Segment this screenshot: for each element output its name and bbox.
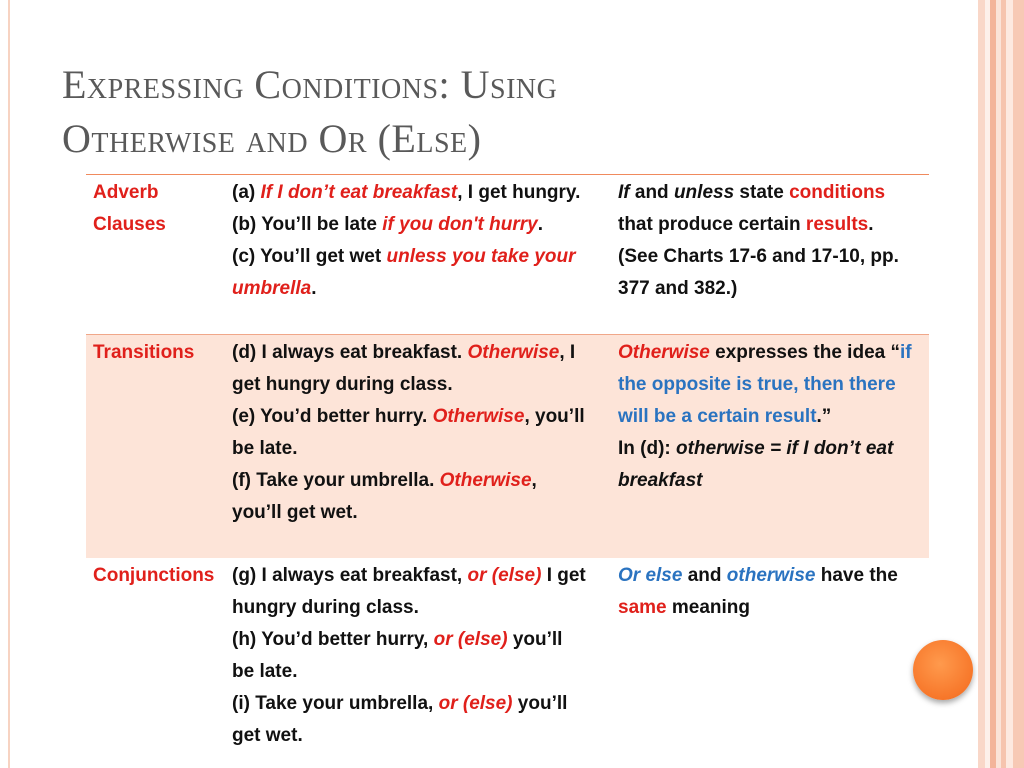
text-segment: have the <box>815 565 898 586</box>
text-segment: if <box>899 342 912 363</box>
text-segment: Otherwise <box>439 470 532 491</box>
text-line <box>618 560 923 592</box>
text-segment: (i) Take your umbrella, <box>232 693 439 714</box>
text-line <box>232 656 612 688</box>
text-line <box>232 433 612 465</box>
text-line <box>232 337 612 369</box>
table-row-transitions <box>86 334 929 559</box>
text-segment: unless you take your <box>386 246 576 267</box>
left-decor-line <box>8 0 10 768</box>
text-segment: be late. <box>232 661 298 682</box>
text-line <box>232 560 612 592</box>
text-segment: (f) Take your umbrella. <box>232 470 440 491</box>
text-segment: will be a certain result <box>618 406 817 427</box>
text-segment: you’ll <box>507 629 563 650</box>
text-segment: that produce certain <box>618 214 806 235</box>
text-segment: you’ll get wet. <box>232 502 358 523</box>
right-decor-stripe <box>978 0 985 768</box>
category-label: Transitions <box>93 342 195 363</box>
text-line <box>232 497 612 529</box>
text-line <box>232 177 612 209</box>
category-label: Clauses <box>93 214 166 235</box>
right-decor-stripe <box>1013 0 1024 768</box>
text-segment: , you’ll <box>524 406 585 427</box>
text-line <box>232 369 612 401</box>
text-segment: Otherwise <box>618 342 710 363</box>
text-segment: In (d): <box>618 438 677 459</box>
text-segment: (d) I always eat breakfast. <box>232 342 468 363</box>
text-segment: hungry during class. <box>232 597 419 618</box>
slide-title-line-2: Otherwise and Or (Else) <box>62 116 482 161</box>
text-segment: umbrella <box>232 278 312 299</box>
examples-cell <box>232 560 612 752</box>
text-segment: , I get hungry. <box>457 182 581 203</box>
text-segment: I get <box>541 565 586 586</box>
text-segment: 377 and 382.) <box>618 278 738 299</box>
text-line <box>232 720 612 752</box>
explanation-cell <box>618 337 923 497</box>
text-line <box>232 401 612 433</box>
text-segment: or (else) <box>433 629 508 650</box>
text-segment: same <box>618 597 667 618</box>
text-segment: otherwise = if I don’t eat <box>676 438 894 459</box>
text-line <box>618 401 923 433</box>
table-row-adverb-clauses <box>86 175 929 333</box>
text-line <box>232 592 612 624</box>
text-segment: or (else) <box>467 565 542 586</box>
text-segment: you’ll <box>512 693 568 714</box>
text-line <box>618 177 923 209</box>
slide-title-line-1: Expressing Conditions: Using <box>62 62 558 107</box>
text-segment: (h) You’d better hurry, <box>232 629 434 650</box>
category-cell <box>93 337 228 369</box>
text-segment: get wet. <box>232 725 303 746</box>
text-segment: , I <box>559 342 576 363</box>
text-segment: (c) You’ll get wet <box>232 246 387 267</box>
right-decor-stripe <box>1006 0 1013 768</box>
text-segment: conditions <box>789 182 886 203</box>
text-segment: If <box>618 182 630 203</box>
text-segment: (g) I always eat breakfast, <box>232 565 468 586</box>
text-line <box>232 273 612 305</box>
examples-cell <box>232 177 612 305</box>
text-line <box>232 688 612 720</box>
text-line <box>618 241 923 273</box>
text-segment: (e) You’d better hurry. <box>232 406 433 427</box>
text-segment: . <box>868 214 874 235</box>
text-segment: otherwise <box>726 565 816 586</box>
explanation-cell <box>618 560 923 624</box>
table-row-conjunctions <box>86 558 929 768</box>
text-segment: and <box>629 182 674 203</box>
text-segment: get hungry during class. <box>232 374 453 395</box>
text-line <box>232 624 612 656</box>
text-segment: be late. <box>232 438 298 459</box>
text-line <box>232 465 612 497</box>
explanation-cell <box>618 177 923 305</box>
text-segment: Otherwise <box>467 342 560 363</box>
category-label: Conjunctions <box>93 565 215 586</box>
slide-title <box>62 58 942 166</box>
text-segment: the opposite is true, then there <box>618 374 896 395</box>
text-line <box>618 369 923 401</box>
text-segment: .” <box>816 406 832 427</box>
text-segment: or (else) <box>438 693 513 714</box>
text-line <box>618 337 923 369</box>
text-segment: expresses the idea “ <box>709 342 900 363</box>
text-segment: (a) <box>232 182 261 203</box>
decorative-orange-circle <box>913 640 973 700</box>
text-segment: Or else <box>618 565 683 586</box>
category-cell <box>93 177 228 241</box>
text-segment: , <box>531 470 537 491</box>
text-line <box>618 465 923 497</box>
text-segment: if you don't hurry <box>382 214 538 235</box>
text-segment: breakfast <box>618 470 703 491</box>
text-line <box>618 433 923 465</box>
text-segment: meaning <box>666 597 751 618</box>
text-segment: and <box>682 565 727 586</box>
category-cell <box>93 560 228 592</box>
examples-cell <box>232 337 612 529</box>
text-segment: . <box>537 214 543 235</box>
text-segment: unless <box>673 182 735 203</box>
text-line <box>618 209 923 241</box>
text-line <box>232 209 612 241</box>
text-segment: (See Charts 17-6 and 17-10, pp. <box>618 246 899 267</box>
text-segment: results <box>805 214 869 235</box>
text-segment: If I don’t eat breakfast <box>260 182 458 203</box>
text-segment: (b) You’ll be late <box>232 214 383 235</box>
text-segment: . <box>311 278 317 299</box>
text-line <box>618 273 923 305</box>
text-line <box>232 241 612 273</box>
text-segment: state <box>734 182 790 203</box>
text-segment: Otherwise <box>432 406 525 427</box>
category-label: Adverb <box>93 182 159 203</box>
text-line <box>618 592 923 624</box>
